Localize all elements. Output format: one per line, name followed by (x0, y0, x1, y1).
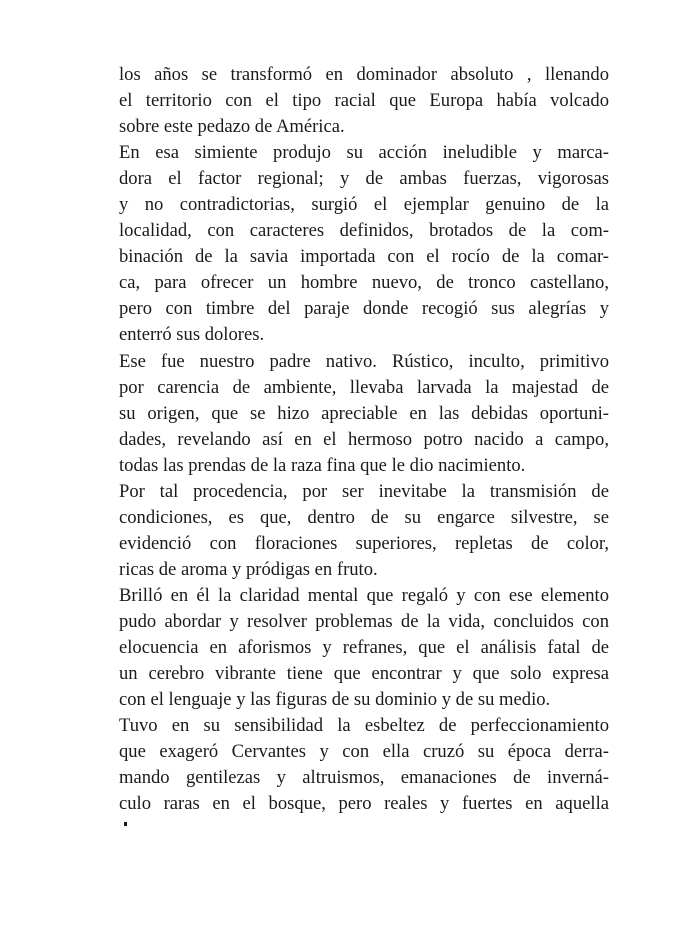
text-line: su origen, que se hizo apreciable en las debidas oportuni- (119, 402, 609, 424)
text-line: pero con timbre del paraje donde recogió sus alegrías y (119, 298, 609, 320)
text-line: pudo abordar y resolver problemas de la vida, concluidos con (119, 610, 609, 632)
text-line: y no contradictorias, surgió el ejemplar genuino de la (119, 194, 609, 216)
text-line: Por tal procedencia, por ser inevitabe la transmisión de (119, 480, 609, 502)
text-line: todas las prendas de la raza fina que le dio nacimiento. (119, 454, 526, 476)
text-line: Brilló en él la claridad mental que regaló y con ese elemento (119, 584, 609, 606)
text-line: Ese fue nuestro padre nativo. Rústico, inculto, primitivo (119, 350, 609, 372)
text-line: binación de la savia importada con el rocío de la comar- (119, 246, 609, 268)
text-line: mando gentilezas y altruismos, emanaciones de inverná- (119, 767, 609, 789)
text-line: que exageró Cervantes y con ella cruzó su época derra- (119, 741, 609, 763)
text-line: el territorio con el tipo racial que Europa había volcado (119, 90, 609, 112)
text-line: ca, para ofrecer un hombre nuevo, de tronco castellano, (119, 272, 609, 294)
text-line: los años se transformó en dominador absoluto , llenando (119, 64, 609, 85)
text-line: por carencia de ambiente, llevaba larvada la majestad de (119, 376, 609, 398)
text-line: En esa simiente produjo su acción ineludible y marca- (119, 142, 609, 164)
text-line: evidenció con floraciones superiores, repletas de color, (119, 532, 609, 554)
text-line: localidad, con caracteres definidos, brotados de la com- (119, 220, 609, 242)
text-line: sobre este pedazo de América. (119, 116, 345, 138)
text-line: condiciones, es que, dentro de su engarce silvestre, se (119, 506, 609, 528)
text-line: un cerebro vibrante tiene que encontrar y que solo expresa (119, 663, 609, 685)
text-line: dora el factor regional; y de ambas fuerzas, vigorosas (119, 168, 609, 190)
text-line: Tuvo en su sensibilidad la esbeltez de perfeccionamiento (119, 715, 609, 737)
text-line: dades, revelando así en el hermoso potro nacido a campo, (119, 428, 609, 450)
text-line: ricas de aroma y pródigas en fruto. (119, 558, 378, 580)
text-line: con el lenguaje y las figuras de su dominio y de su medio. (119, 689, 551, 711)
text-line: culo raras en el bosque, pero reales y fuertes en aquella (119, 793, 609, 815)
ink-speck (124, 822, 127, 826)
body-text (119, 62, 609, 817)
text-line: enterró sus dolores. (119, 324, 265, 346)
text-line: elocuencia en aforismos y refranes, que el análisis fatal de (119, 637, 609, 659)
